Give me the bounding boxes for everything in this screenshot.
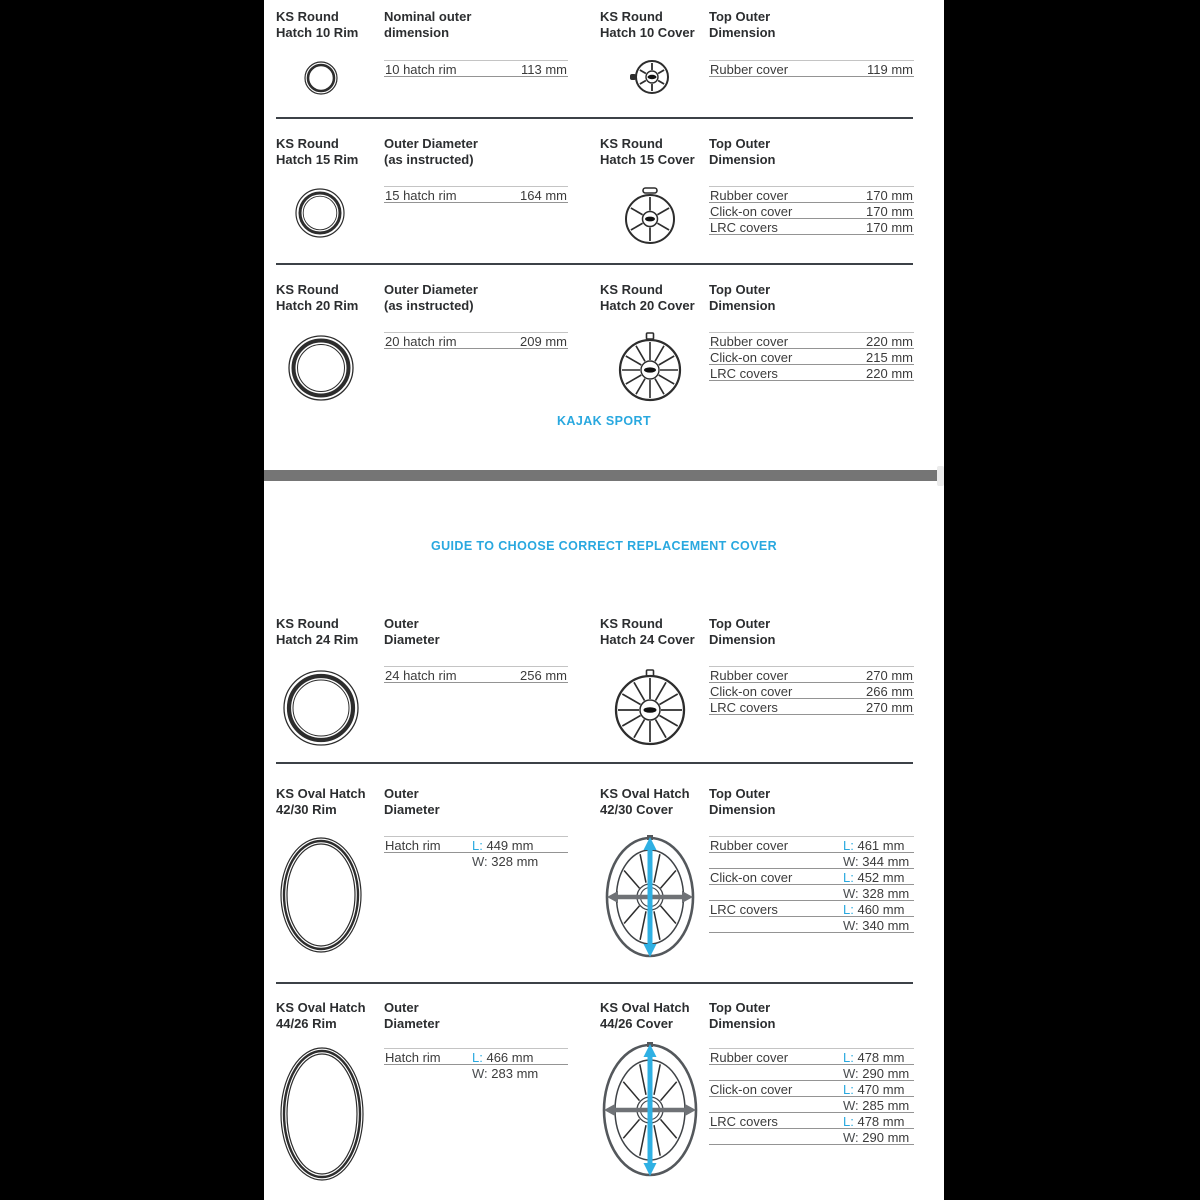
table-row: [384, 837, 568, 853]
rim-title-line2: 42/30 Rim: [276, 802, 337, 817]
spoked-cover-icon: [622, 185, 678, 247]
section-divider: [276, 263, 913, 265]
dim-value: 209 mm: [520, 334, 567, 349]
cover-dimension-header-line2: Dimension: [709, 1016, 776, 1031]
rim-title: [276, 282, 358, 314]
cover-title-line2: Hatch 24 Cover: [600, 632, 695, 647]
table-row: [709, 333, 914, 349]
table-row: [384, 61, 568, 77]
cover-title-line2: Hatch 20 Cover: [600, 298, 695, 313]
oval-cover-icon: [602, 834, 698, 960]
spoked-cover-icon: [612, 668, 688, 748]
cover-dimension-header-line1: Top Outer: [709, 136, 771, 151]
rim-title-line1: KS Round: [276, 9, 339, 24]
table-row: [709, 917, 914, 933]
dimension-header-line1: Nominal outer: [384, 9, 472, 24]
dim-value-width: W: 285 mm: [843, 1098, 910, 1113]
dim-label: LRC covers: [710, 902, 778, 917]
cover-title: [600, 616, 695, 648]
cover-title-line1: KS Oval Hatch: [600, 1000, 690, 1015]
cover-title-line2: Hatch 15 Cover: [600, 152, 695, 167]
round-rim-icon: [287, 334, 355, 402]
page-separator-bar: [264, 470, 944, 481]
table-row: [709, 901, 914, 917]
dim-label: LRC covers: [710, 1114, 778, 1129]
oval-rim-icon: [279, 1046, 365, 1182]
dim-label: LRC covers: [710, 366, 778, 381]
cover-title-line2: Hatch 10 Cover: [600, 25, 695, 40]
cover-title-line1: KS Round: [600, 616, 663, 631]
table-row: [709, 1049, 914, 1065]
table-row: [709, 219, 914, 235]
table-row: [709, 885, 914, 901]
dim-value: 256 mm: [520, 668, 567, 683]
cover-title: [600, 1000, 690, 1032]
dimension-header: [384, 282, 478, 314]
dim-label: 20 hatch rim: [385, 334, 457, 349]
dimension-header-line2: Diameter: [384, 632, 440, 647]
rim-title: [276, 9, 358, 41]
dim-value-length: L: 461 mm: [843, 838, 905, 853]
cover-title: [600, 9, 695, 41]
dim-label: Rubber cover: [710, 668, 789, 683]
rim-title: [276, 616, 358, 648]
table-row: [384, 1049, 568, 1065]
table-row: [709, 349, 914, 365]
dimension-header: [384, 786, 440, 818]
cover-dimension-header: [709, 9, 775, 41]
cover-dimension-header-line1: Top Outer: [709, 9, 771, 24]
oval-rim-icon: [279, 836, 363, 954]
table-row: [384, 667, 568, 683]
brand-label: KAJAK SPORT: [557, 414, 651, 428]
dim-value: 113 mm: [521, 62, 567, 77]
dimension-header-line2: (as instructed): [384, 298, 474, 313]
scrollbar-thumb[interactable]: [937, 466, 944, 486]
dimension-header: [384, 1000, 440, 1032]
dim-label: 10 hatch rim: [385, 62, 457, 77]
dimension-header-line1: Outer: [384, 1000, 419, 1015]
rim-dimension-table: [384, 1048, 568, 1080]
dim-label: Click-on cover: [710, 1082, 793, 1097]
cover-title-line2: 44/26 Cover: [600, 1016, 673, 1031]
dimension-header-line1: Outer: [384, 786, 419, 801]
rim-title: [276, 1000, 366, 1032]
cover-dimension-header-line1: Top Outer: [709, 282, 771, 297]
rim-title-line1: KS Oval Hatch: [276, 1000, 366, 1015]
table-row: [709, 683, 914, 699]
rim-title-line2: Hatch 10 Rim: [276, 25, 359, 40]
rim-title-line2: Hatch 15 Rim: [276, 152, 359, 167]
table-row: [709, 1065, 914, 1081]
spoked-cover-icon: [617, 331, 683, 403]
cover-title-line2: 42/30 Cover: [600, 802, 673, 817]
dimension-header-line1: Outer: [384, 616, 419, 631]
dim-label: Rubber cover: [710, 188, 789, 203]
dim-value: 215 mm: [866, 350, 913, 365]
table-row: [709, 1113, 914, 1129]
table-row: [709, 61, 914, 77]
rim-dimension-table: [384, 332, 568, 349]
dim-label: 15 hatch rim: [385, 188, 457, 203]
round-rim-icon: [294, 187, 346, 239]
dim-label: Rubber cover: [710, 334, 789, 349]
table-row: [709, 1097, 914, 1113]
rim-title: [276, 136, 358, 168]
guide-title: GUIDE TO CHOOSE CORRECT REPLACEMENT COVER: [430, 539, 778, 553]
dim-label: Rubber cover: [710, 838, 789, 853]
round-rim-icon: [301, 58, 341, 98]
dim-value: 170 mm: [866, 188, 913, 203]
dim-label: Click-on cover: [710, 204, 793, 219]
oval-cover-icon: [600, 1041, 700, 1179]
cover-dimension-table: [709, 332, 914, 381]
cover-dimension-header-line2: Dimension: [709, 25, 776, 40]
dim-value-width: W: 328 mm: [843, 886, 910, 901]
dim-label: Click-on cover: [710, 684, 793, 699]
cover-dimension-header-line2: Dimension: [709, 632, 776, 647]
rim-title-line2: 44/26 Rim: [276, 1016, 337, 1031]
cover-dimension-header-line2: Dimension: [709, 802, 776, 817]
cover-dimension-table: [709, 60, 914, 77]
table-row: [709, 869, 914, 885]
dim-value: 119 mm: [867, 62, 913, 77]
rim-title-line2: Hatch 20 Rim: [276, 298, 359, 313]
dim-value-length: L: 452 mm: [843, 870, 905, 885]
dimension-header: [384, 136, 478, 168]
cover-title-line1: KS Oval Hatch: [600, 786, 690, 801]
table-row: [384, 333, 568, 349]
dimension-header-line2: (as instructed): [384, 152, 474, 167]
dim-value-width: W: 290 mm: [843, 1066, 910, 1081]
table-row: [709, 837, 914, 853]
cover-title-line1: KS Round: [600, 9, 663, 24]
cover-dimension-table: [709, 186, 914, 235]
rim-dimension-table: [384, 836, 568, 868]
cover-dimension-header: [709, 616, 775, 648]
dim-label: Rubber cover: [710, 1050, 789, 1065]
dim-value: 220 mm: [866, 334, 913, 349]
spoked-cover-icon: [626, 55, 674, 99]
table-row: [709, 853, 914, 869]
cover-title: [600, 786, 690, 818]
cover-dimension-header: [709, 136, 775, 168]
table-row: [384, 187, 568, 203]
cover-dimension-header-line2: Dimension: [709, 298, 776, 313]
dim-value-length: L: 478 mm: [843, 1050, 905, 1065]
cover-dimension-table: [709, 1048, 914, 1145]
dim-label: Click-on cover: [710, 350, 793, 365]
rim-title-line1: KS Round: [276, 136, 339, 151]
table-row: [709, 187, 914, 203]
dim-value-length: L: 470 mm: [843, 1082, 905, 1097]
dim-value-length: L: 478 mm: [843, 1114, 905, 1129]
cover-dimension-header-line1: Top Outer: [709, 616, 771, 631]
document-page: [264, 0, 944, 1200]
table-row: [709, 667, 914, 683]
cover-dimension-header: [709, 786, 775, 818]
rim-title-line1: KS Oval Hatch: [276, 786, 366, 801]
table-row: [709, 203, 914, 219]
dim-value-length: L: 449 mm: [472, 838, 534, 853]
rim-title: [276, 786, 366, 818]
dim-value-length: L: 460 mm: [843, 902, 905, 917]
rim-dimension-table: [384, 60, 568, 77]
dim-label: Rubber cover: [710, 62, 789, 77]
dim-value: 270 mm: [866, 700, 913, 715]
rim-dimension-table: [384, 186, 568, 203]
dim-value-width: W: 340 mm: [843, 918, 910, 933]
cover-dimension-header-line2: Dimension: [709, 152, 776, 167]
dim-value: 170 mm: [866, 204, 913, 219]
rim-title-line1: KS Round: [276, 282, 339, 297]
cover-dimension-table: [709, 666, 914, 715]
dim-label: Hatch rim: [385, 1050, 441, 1065]
cover-title-line1: KS Round: [600, 282, 663, 297]
dim-value-width: W: 290 mm: [843, 1130, 910, 1145]
dimension-header-line2: dimension: [384, 25, 450, 40]
cover-title: [600, 282, 695, 314]
table-row: [709, 1081, 914, 1097]
table-row: [709, 1129, 914, 1145]
dim-value: 170 mm: [866, 220, 913, 235]
cover-dimension-header: [709, 1000, 775, 1032]
table-row: [384, 1065, 568, 1080]
dimension-header-line2: Diameter: [384, 1016, 440, 1031]
rim-title-line1: KS Round: [276, 616, 339, 631]
dim-value-width: W: 283 mm: [472, 1066, 539, 1081]
dim-value-width: W: 344 mm: [843, 854, 910, 869]
rim-title-line2: Hatch 24 Rim: [276, 632, 359, 647]
round-rim-icon: [282, 669, 360, 747]
dim-value-length: L: 466 mm: [472, 1050, 534, 1065]
dimension-header-line2: Diameter: [384, 802, 440, 817]
dim-value: 266 mm: [866, 684, 913, 699]
dimension-header: [384, 616, 440, 648]
dim-value: 164 mm: [520, 188, 567, 203]
dimension-header: [384, 9, 471, 41]
table-row: [709, 365, 914, 381]
dim-label: LRC covers: [710, 700, 778, 715]
cover-title-line1: KS Round: [600, 136, 663, 151]
table-row: [709, 699, 914, 715]
table-row: [384, 853, 568, 868]
cover-dimension-table: [709, 836, 914, 933]
dim-value: 220 mm: [866, 366, 913, 381]
cover-title: [600, 136, 695, 168]
dim-label: 24 hatch rim: [385, 668, 457, 683]
section-divider: [276, 762, 913, 764]
cover-dimension-header-line1: Top Outer: [709, 786, 771, 801]
dimension-header-line1: Outer Diameter: [384, 282, 478, 297]
section-divider: [276, 982, 913, 984]
dim-value-width: W: 328 mm: [472, 854, 539, 869]
cover-dimension-header-line1: Top Outer: [709, 1000, 771, 1015]
dim-label: LRC covers: [710, 220, 778, 235]
dimension-header-line1: Outer Diameter: [384, 136, 478, 151]
dim-label: Hatch rim: [385, 838, 441, 853]
dim-label: Click-on cover: [710, 870, 793, 885]
dim-value: 270 mm: [866, 668, 913, 683]
cover-dimension-header: [709, 282, 775, 314]
section-divider: [276, 117, 913, 119]
rim-dimension-table: [384, 666, 568, 683]
